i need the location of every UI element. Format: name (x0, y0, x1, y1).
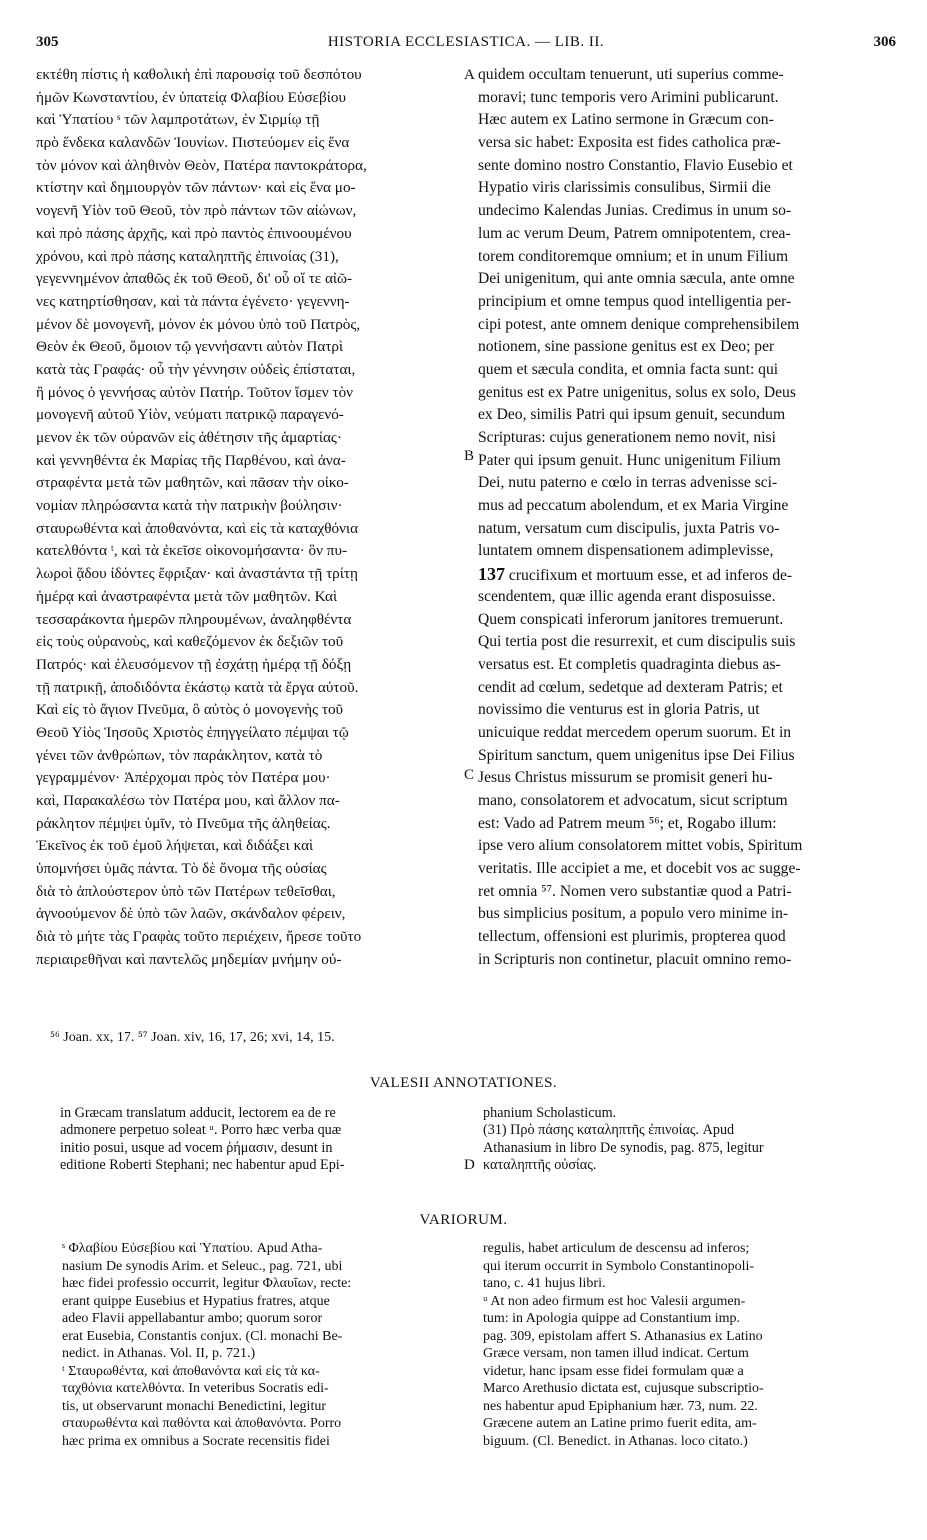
latin-line: bus simplicius positum, a populo vero minime in- (478, 905, 789, 923)
latin-line: Scripturas: cujus generationem nemo novit, nisi (478, 429, 776, 446)
variorum-line: Græcene autem an Latine primo fuerit edita, am- (483, 1416, 757, 1431)
greek-line: λωροὶ ᾅδου ἰδόντες ἔφριξαν· καὶ ἀναστάντα τῇ τρίτῃ (36, 565, 358, 583)
greek-line: κτίστην καὶ δημιουργὸν τῶν πάντων· καὶ εἰς ἕνα μο- (36, 179, 356, 197)
variorum-line: regulis, habet articulum de descensu ad inferos; (483, 1241, 750, 1256)
variorum-line: tano, c. 41 hujus libri. (483, 1276, 606, 1291)
latin-line: Quem conspicati inferorum janitores tremuerunt. (478, 610, 784, 628)
greek-line: γεγεννημένον ἀπαθῶς ἐκ τοῦ Θεοῦ, δι' οὗ οἵ τε αἰῶ- (36, 270, 353, 288)
latin-line: moravi; tunc temporis vero Arimini publicarunt. (478, 88, 779, 106)
latin-line: cendit ad cœlum, sedetque ad dexteram Patris; et (478, 678, 783, 696)
greek-line: μένον δὲ μονογενῆ, μόνον ἐκ μόνου ὑπὸ τοῦ Πατρὸς, (36, 315, 361, 333)
latin-line: quem et sæcula condita, et omnia facta sunt: qui (478, 360, 779, 378)
greek-line: νες κατηρτίσθησαν, καὶ τὰ πάντα ἐγένετο· γεγεννη- (36, 292, 350, 310)
margin-letter-c: C (464, 767, 475, 783)
valesii-heading: VALESII ANNOTATIONES. (369, 1075, 558, 1091)
scripture-footnote: ⁵⁶ Joan. xx, 17. ⁵⁷ Joan. xiv, 16, 17, 26; xvi, 14, 15. (50, 1030, 335, 1045)
latin-line (478, 563, 896, 586)
latin-line: est: Vado ad Patrem meum ⁵⁶; et, Rogabo illum: (478, 814, 777, 832)
variorum-line: pag. 309, epistolam affert S. Athanasius ex Latino (483, 1328, 763, 1344)
greek-line: ἡμέρᾳ καὶ ἀναστραφέντα μετὰ τῶν μαθητῶν. Καὶ (36, 587, 338, 605)
greek-line: καὶ, Παρακαλέσω τὸν Πατέρα μου, καὶ ἄλλον πα- (36, 792, 340, 809)
valesii-right-note (483, 1105, 903, 1174)
greek-line: εκτέθη πίστις ἡ καθολικὴ ἐπὶ παρουσίᾳ τοῦ δεσπότου (36, 66, 362, 83)
greek-line: τεσσαράκοντα ἡμερῶν πληρουμένων, ἀναληφθέντα (36, 610, 352, 628)
greek-line: τῇ πατρικῇ, ἀποδιδόντα ἑκάστῳ κατὰ τὰ ἔργα αὐτοῦ. (36, 678, 359, 696)
greek-line: γεγραμμένον· Ἀπέρχομαι πρὸς τὸν Πατέρα μου· (36, 769, 331, 787)
greek-line: Θεὸν ἐκ Θεοῦ, ὅμοιον τῷ γεννήσαντι αὐτὸν Πατρὶ (36, 338, 344, 356)
latin-line: mano, consolatorem et advocatum, sicut scriptum (478, 792, 788, 809)
greek-line: μονογενῆ αὐτοῦ Υἱὸν, νεύματι πατρικῷ παραγενό- (36, 406, 344, 424)
variorum-line: erat Eusebia, Constantis conjux. (Cl. monachi Be- (62, 1328, 343, 1344)
greek-line: χρόνου, καὶ πρὸ πάσης καταληπτῆς ἐπινοίας (31), (36, 247, 339, 265)
latin-line: novissimo die venturus est in gloria Patris, ut (478, 701, 760, 719)
variorum-line: ᵘ At non adeo firmum est hoc Valesii argumen- (483, 1293, 746, 1309)
column-number: 137 (478, 564, 505, 585)
variorum-line: qui iterum occurrit in Symbolo Constantinopoli- (483, 1258, 755, 1274)
latin-line: Qui tertia post die resurrexit, et cum discipulis suis (478, 633, 796, 651)
greek-line: ράκλητον πέμψει ὑμῖν, τὸ Πνεῦμα τῆς ἀληθείας. (36, 814, 331, 832)
latin-line: torem conditoremque omnium; et in unum Filium (478, 247, 789, 265)
annotation-line: admonere perpetuo soleat ᵘ. Porro hæc verba quæ (60, 1122, 342, 1139)
latin-line: ret omnia ⁵⁷. Nomen vero substantiæ quod a Patri- (478, 882, 792, 900)
greek-line: διὰ τὸ μήτε τὰς Γραφὰς τοῦτο περιέχειν, ἤρεσε τοῦτο (36, 928, 362, 946)
greek-line: καὶ γεννηθέντα ἐκ Μαρίας τῆς Παρθένου, καὶ ἀνα- (36, 451, 346, 469)
latin-line: luntatem omnem dispensationem adimplevisse, (478, 542, 774, 560)
variorum-line: nasium De synodis Arim. et Seleuc., pag. 721, ubi (62, 1258, 343, 1274)
greek-line: διὰ τὸ ἁπλούστερον ὑπὸ τῶν Πατέρων τεθεῖσθαι, (36, 882, 336, 900)
latin-line: versa sic habet: Exposita est fides catholica præ- (478, 134, 781, 152)
greek-line: Ἐκεῖνος ἐκ τοῦ ἐμοῦ λήψεται, καὶ διδάξει καὶ (36, 837, 314, 855)
variorum-line: tis, ut observarunt monachi Benedictini, legitur (62, 1398, 326, 1414)
variorum-line: adeo Flavii appellabantur ambo; quorum soror (62, 1311, 323, 1326)
annotation-line: καταληπτῆς οὐσίας. (483, 1156, 597, 1173)
variorum-line: Græce versam, non tamen illud indicat. Certum (483, 1346, 749, 1361)
margin-letter-b: B (464, 448, 475, 464)
greek-line: τὸν μόνον καὶ ἀληθινὸν Θεὸν, Πατέρα παντοκράτορα, (36, 156, 367, 174)
variorum-line: tum: in Apologia quippe ad Constantium imp. (483, 1311, 741, 1326)
margin-letter-d: D (464, 1157, 475, 1173)
latin-line: mus ad peccatum abolendum, et ex Maria Virgine (478, 497, 789, 515)
variorum-line: ᵗ Σταυρωθέντα, καὶ ἀποθανόντα καὶ εἰς τὰ κα- (62, 1363, 320, 1379)
latin-line: in Scripturis non continetur, placuit omnino remo- (478, 950, 792, 968)
latin-line: versatus est. Et completis quadraginta diebus as- (478, 655, 781, 673)
latin-line: genitus est ex Patre unigenitus, solus ex solo, Deus (478, 383, 796, 401)
latin-line: Hypatio viris clarissimis consulibus, Sirmii die (478, 179, 771, 197)
latin-text-column (478, 64, 896, 972)
variorum-line: hæc prima ex omnibus a Socrate recensitis fidei (62, 1433, 330, 1449)
variorum-left-note (62, 1240, 462, 1450)
greek-line: γένει τῶν ἀνθρώπων, τὸν παράκλητον, κατὰ τὸ (36, 746, 323, 764)
latin-line: Spiritum sanctum, quem unigenitus ipse Dei Filius (478, 746, 795, 764)
latin-line: unicuique reddat mercedem operum suorum. Et in (478, 723, 792, 741)
greek-line: Καὶ εἰς τὸ ἅγιον Πνεῦμα, ὃ αὐτὸς ὁ μονογενὴς τοῦ (36, 701, 344, 719)
greek-line: σταυρωθέντα καὶ ἀποθανόντα, καὶ εἰς τὰ καταχθόνια (36, 519, 359, 537)
variorum-line: ˢ Φλαβίου Εὐσεβίου καὶ Ὑπατίου. Apud Atha- (62, 1241, 323, 1256)
latin-line: sente domino nostro Constantio, Flavio Eusebio et (478, 156, 793, 174)
valesii-left-note (60, 1105, 455, 1174)
greek-line: κατὰ τὰς Γραφάς· οὗ τὴν γέννησιν οὐδεὶς ἐπίσταται, (36, 360, 356, 378)
greek-text-column (36, 64, 461, 972)
greek-line: καὶ Ὑπατίου ˢ τῶν λαμπροτάτων, ἐν Σιρμίῳ τῇ (36, 111, 320, 129)
latin-line: principium et omne tempus quod intelligentia per- (478, 292, 792, 310)
latin-line: Pater qui ipsum genuit. Hunc unigenitum Filium (478, 451, 781, 469)
latin-line: ipse vero alium consolatorem mittet vobis, Spiritum (478, 837, 803, 855)
latin-line: natum, versatum cum discipulis, juxta Patris vo- (478, 519, 780, 537)
latin-line: scendentem, quæ illic agenda erant disposuisse. (478, 587, 776, 605)
latin-line: Hæc autem ex Latino sermone in Græcum con- (478, 111, 774, 129)
variorum-right-note (483, 1240, 903, 1450)
annotation-line: (31) Πρὸ πάσης καταληπτῆς ἐπινοίας. Apud (483, 1122, 735, 1139)
latin-line: Dei, nutu paterno e cœlo in terras advenisse sci- (478, 474, 778, 492)
latin-line: undecimo Kalendas Junias. Credimus in unum so- (478, 202, 792, 220)
running-header (36, 34, 896, 60)
variorum-line: nes habentur apud Epiphanium hær. 73, num. 22. (483, 1398, 758, 1414)
variorum-line: ταχθόνια κατελθόντα. In veteribus Socratis edi- (62, 1381, 329, 1396)
greek-line: ἢ μόνος ὁ γεννήσας αὐτὸν Πατήρ. Τοῦτον ἴσμεν τὸν (36, 383, 354, 401)
greek-line: εἰς τοὺς οὐρανοὺς, καὶ καθεζόμενον ἐκ δεξιῶν τοῦ (36, 633, 344, 651)
latin-line-text: crucifixum et mortuum esse, et ad inferos de- (508, 567, 793, 585)
greek-line: Πατρός· καὶ ἐλευσόμενον τῇ ἐσχάτῃ ἡμέρᾳ τῇ δόξῃ (36, 655, 352, 673)
greek-line: ἡμῶν Κωνσταντίου, ἐν ὑπατείᾳ Φλαβίου Εὐσεβίου (36, 88, 346, 106)
greek-line: ὑπομνήσει ὑμᾶς πάντα. Τὸ δὲ ὄνομα τῆς οὐσίας (36, 860, 327, 878)
greek-line: στραφέντα μετὰ τῶν μαθητῶν, καὶ πᾶσαν τὴν οἰκο- (36, 474, 349, 492)
greek-line: μενον ἐκ τῶν οὐρανῶν εἰς ἀθέτησιν τῆς ἁμαρτίας· (36, 429, 342, 446)
page-number-right: 306 (873, 34, 896, 50)
variorum-heading: VARIORUM. (419, 1212, 508, 1228)
latin-line: quidem occultam tenuerunt, uti superius comme- (478, 66, 784, 83)
latin-line: lum ac verum Deum, Patrem omnipotentem, crea- (478, 224, 791, 242)
annotation-line: in Græcam translatum adducit, lectorem ea de re (60, 1105, 336, 1121)
annotation-line: editione Roberti Stephani; nec habentur apud Epi- (60, 1156, 345, 1173)
greek-line: νομίαν πληρώσαντα κατὰ τὴν πατρικὴν βούλησιν· (36, 497, 343, 515)
greek-line: κατελθόντα ᵗ, καὶ τὰ ἐκεῖσε οἰκονομήσαντα· ὃν πυ- (36, 542, 348, 560)
variorum-line: σταυρωθέντα καὶ παθόντα καὶ ἀποθανόντα. Porro (62, 1416, 342, 1431)
latin-line: tellectum, offensioni est plurimis, propterea quod (478, 928, 786, 946)
variorum-line: nedict. in Athanas. Vol. II, p. 721.) (62, 1346, 256, 1361)
page-number-left: 305 (36, 34, 59, 50)
latin-line: Dei unigenitum, qui ante omnia sæcula, ante omne (478, 270, 795, 288)
greek-line: πρὸ ἕνδεκα καλανδῶν Ἰουνίων. Πιστεύομεν εἰς ἕνα (36, 134, 350, 152)
variorum-line: erant quippe Eusebius et Hypatius fratres, atque (62, 1293, 330, 1309)
greek-line: καὶ πρὸ πάσης ἀρχῆς, καὶ πρὸ παντὸς ἐπινοουμένου (36, 224, 352, 242)
latin-line: cipi potest, ante omnem denique comprehensibilem (478, 315, 800, 333)
annotation-line: initio posui, usque ad vocem ῥήμασιν, desunt in (60, 1139, 333, 1156)
latin-line: ex Deo, similis Patri qui ipsum genuit, secundum (478, 406, 786, 424)
greek-line: νογενῆ Υἱὸν τοῦ Θεοῦ, τὸν πρὸ πάντων τῶν αἰώνων, (36, 202, 357, 220)
variorum-line: Marco Arethusio dictata est, cujusque subscriptio- (483, 1381, 764, 1396)
greek-line: ἀγνοούμενον δὲ ὑπὸ τῶν λαῶν, σκάνδαλον φέρειν, (36, 905, 346, 923)
variorum-line: biguum. (Cl. Benedict. in Athanas. loco citato.) (483, 1433, 748, 1449)
margin-letter-a: A (464, 67, 475, 83)
running-title: HISTORIA ECCLESIASTICA. — LIB. II. (327, 34, 605, 50)
greek-line: περιαιρεθῆναι καὶ παντελῶς μηδεμίαν μνήμην οὐ- (36, 950, 342, 968)
latin-line: veritatis. Ille accipiet a me, et docebit vos ac sugge- (478, 860, 801, 878)
annotation-line: phanium Scholasticum. (483, 1105, 617, 1121)
latin-line: notionem, sine passione genitus est ex Deo; per (478, 338, 775, 356)
latin-line: Jesus Christus missurum se promisit generi hu- (478, 769, 773, 787)
greek-line: Θεοῦ Υἱὸς Ἰησοῦς Χριστὸς ἐπηγγείλατο πέμψαι τῷ (36, 723, 349, 741)
variorum-line: hæc fidei professio occurrit, legitur Φλαυΐων, recte: (62, 1276, 352, 1291)
annotation-line: Athanasium in libro De synodis, pag. 875, legitur (483, 1139, 764, 1156)
variorum-line: videtur, hanc ipsam esse fidei formulam quæ a (483, 1363, 744, 1379)
